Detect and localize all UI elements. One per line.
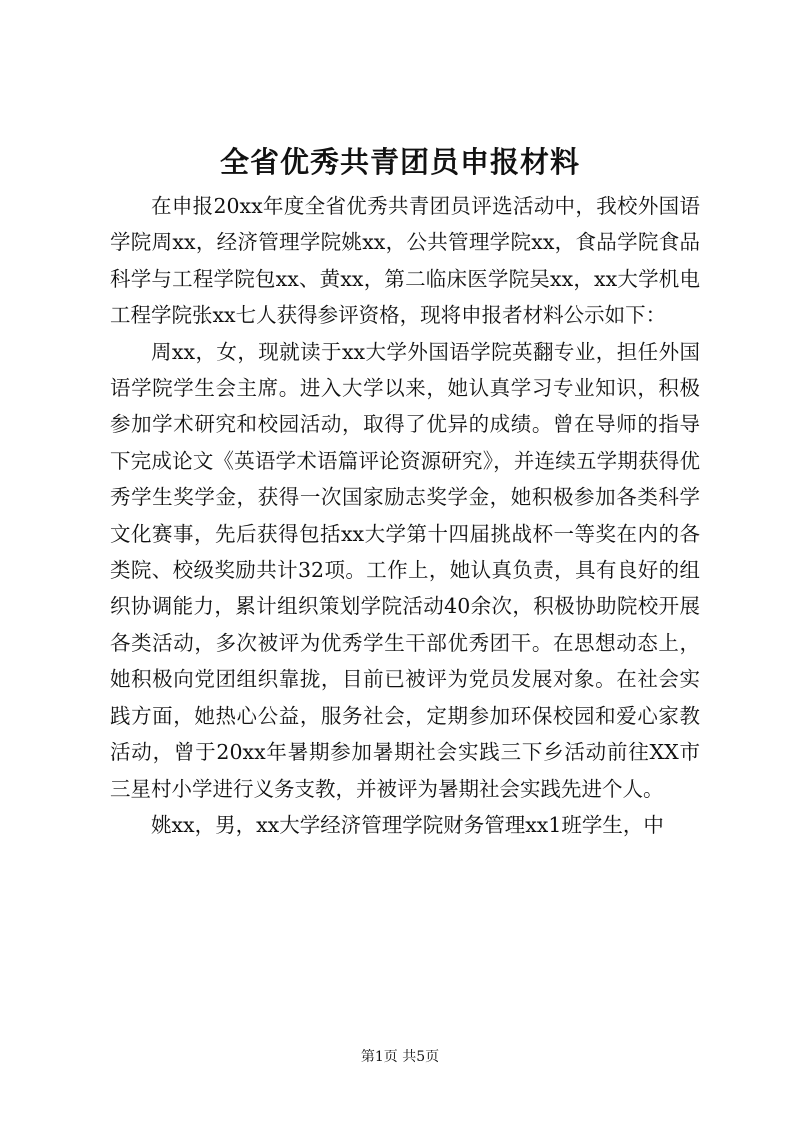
paragraph-yao: 姚xx，男，xx大学经济管理学院财务管理xx1班学生，中 xyxy=(151,812,664,837)
page-footer: 第1页 共5页 xyxy=(360,1049,440,1065)
document-body xyxy=(110,188,700,843)
paragraph-intro: 在申报20xx年度全省优秀共青团员评选活动中，我校外国语学院周xx，经济管理学院姚xx，公共管理学院xx，食品学院食品科学与工程学院包xx、黄xx，第二临床医学院吴xx，xx大学机电工程学院张xx七人获得参评资格，现将申报者材料公示如下： xyxy=(110,194,700,328)
paragraph-zhou: 周xx，女，现就读于xx大学外国语学院英翻专业，担任外国语学院学生会主席。进入大学以来，她认真学习专业知识，积极参加学术研究和校园活动，取得了优异的成绩。曾在导师的指导下完成论文《英语学术语篇评论资源研究》，并连续五学期获得优秀学生奖学金，获得一次国家励志奖学金，她积极参加各类科学文化赛事，先后获得包括xx大学第十四届挑战杯一等奖在内的各类院、校级奖励共计32项。工作上，她认真负责，具有良好的组织协调能力，累计组织策划学院活动40余次，积极协助院校开展各类活动，多次被评为优秀学生干部优秀团干。在思想动态上，她积极向党团组织靠拢，目前已被评为党员发展对象。在社会实践方面，她热心公益，服务社会，定期参加环保校园和爱心家教活动，曾于20xx年暑期参加暑期社会实践三下乡活动前往XX市三星村小学进行义务支教，并被评为暑期社会实践先进个人。 xyxy=(110,339,700,801)
document-title: 全省优秀共青团员申报材料 xyxy=(219,145,580,179)
